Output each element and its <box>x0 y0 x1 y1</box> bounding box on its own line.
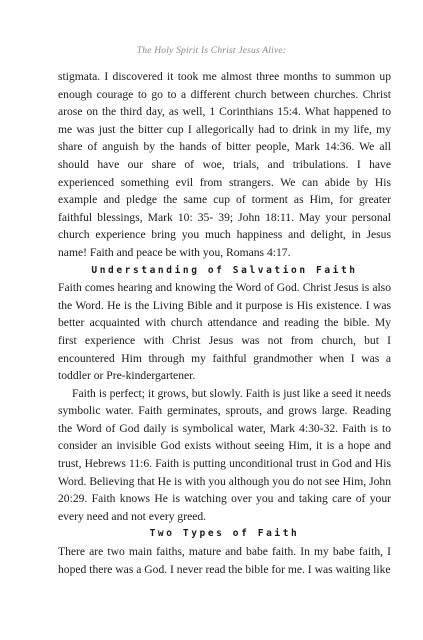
section-heading: Understanding of Salvation Faith <box>91 264 358 276</box>
paragraph: Faith comes hearing and knowing the Word of God. Christ Jesus is also the Word. He is the Living Bible and it purpose is His existence. I was better acquainted with church attendance and reading the bible. My first experience with Christ Jesus was not from church, but I encountered Him through my faithful grandmother when I was a toddler or Pre-kindergartener. <box>58 281 391 383</box>
running-header: The Holy Spirit Is Christ Jesus Alive: <box>136 46 287 56</box>
paragraph: stigmata. I discovered it took me almost three months to summon up enough courage to go to a different church between churches. Christ arose on the third day, as well, 1 Corinthians 15:4. What happened to me was just the bitter cup I allegorically had to drink in my life, my share of anguish by the hands of bitter people, Mark 14:36. We all should have our share of woe, trials, and tribulations. I have experienced something evil from strangers. We can abide by His example and pledge the same cup of torment as Him, for greater faithful blessings, Mark 10: 35- 39; John 18:11. May your personal church experience bring you much happiness and delight, in Jesus name! Faith and peace be with you, Romans 4:17. <box>58 70 391 259</box>
paragraph: There are two main faiths, mature and babe faith. In my babe faith, I hoped there was a God. I never read the bible for me. I was waiting like <box>58 545 391 576</box>
section-heading: Two Types of Faith <box>149 528 300 540</box>
paragraph: Faith is perfect; it grows, but slowly. Faith is just like a seed it needs symbolic water. Faith germinates, sprouts, and grows large. Reading the Word of God daily is symbolical water, Mark 4:30-32. Faith is to consider an invisible God exists without seeing Him, it is a hope and trust, Hebrews 11:6. Faith is putting unconditional trust in God and His Word. Believing that He is with you although you do not see Him, John 20:29. Faith knows He is watching over you and taking care of your every need and not every greed. <box>58 386 391 523</box>
page-body <box>58 68 391 578</box>
